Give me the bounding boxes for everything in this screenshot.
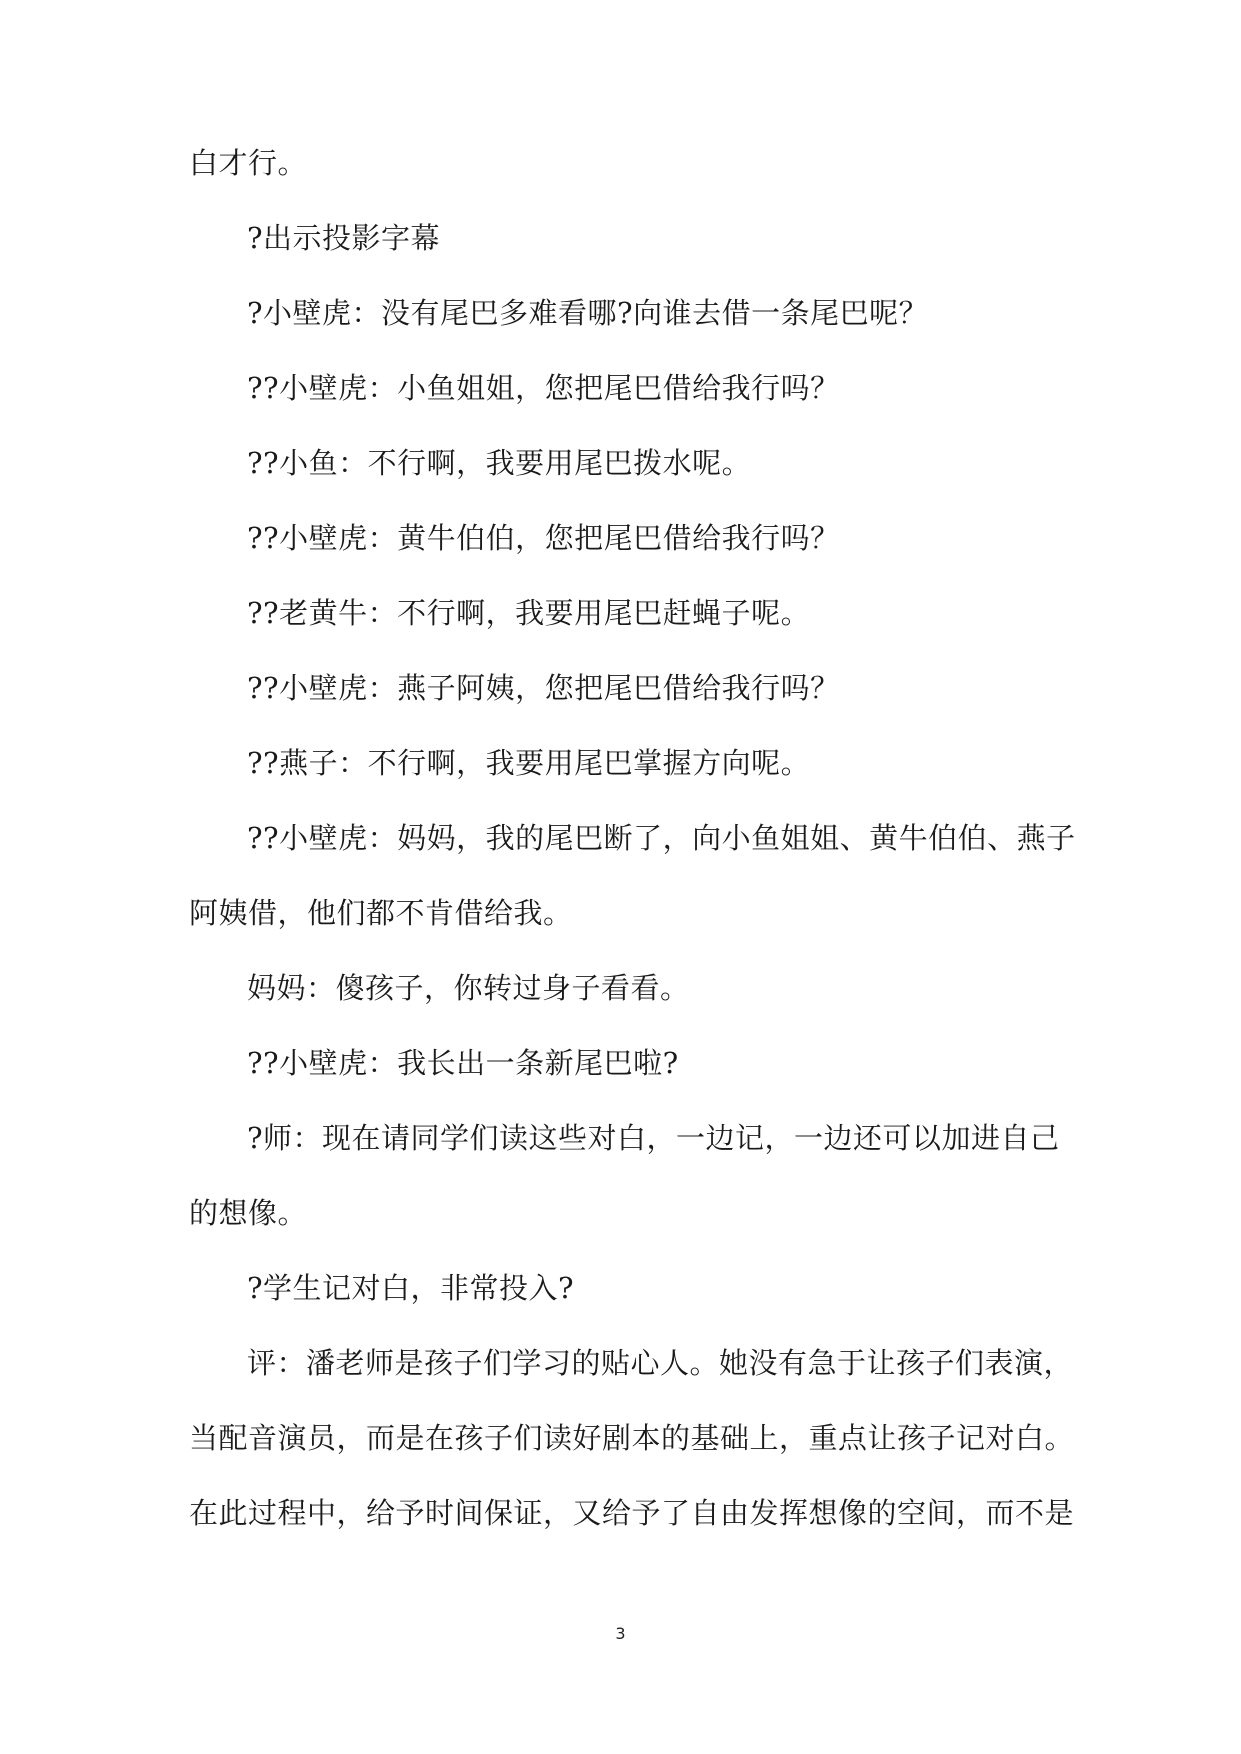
text-line: ?师：现在请同学们读这些对白，一边记，一边还可以加进自己 bbox=[247, 1121, 1060, 1155]
text-line: 的想像。 bbox=[189, 1196, 308, 1230]
text-line: ?出示投影字幕 bbox=[247, 221, 441, 255]
text-line: ??小鱼：不行啊，我要用尾巴拨水呢。 bbox=[247, 446, 752, 480]
text-line: ??小壁虎：妈妈，我的尾巴断了，向小鱼姐姐、黄牛伯伯、燕子 bbox=[247, 821, 1076, 855]
text-line: ??小壁虎：燕子阿姨，您把尾巴借给我行吗？ bbox=[247, 671, 840, 705]
text-line: 妈妈：傻孩子，你转过身子看看。 bbox=[247, 971, 690, 1005]
text-line: ?小壁虎：没有尾巴多难看哪?向谁去借一条尾巴呢？ bbox=[247, 296, 929, 330]
text-line: 阿姨借，他们都不肯借给我。 bbox=[189, 896, 573, 930]
text-line: ??小壁虎：我长出一条新尾巴啦? bbox=[247, 1046, 679, 1080]
text-line: ??燕子：不行啊，我要用尾巴掌握方向呢。 bbox=[247, 746, 811, 780]
text-line: ??小壁虎：小鱼姐姐，您把尾巴借给我行吗？ bbox=[247, 371, 840, 405]
text-line: ?学生记对白，非常投入? bbox=[247, 1271, 575, 1305]
text-line: 白才行。 bbox=[189, 146, 308, 180]
text-line: ??老黄牛：不行啊，我要用尾巴赶蝇子呢。 bbox=[247, 596, 811, 630]
text-line: 评：潘老师是孩子们学习的贴心人。她没有急于让孩子们表演， bbox=[247, 1346, 1074, 1380]
text-line: ??小壁虎：黄牛伯伯，您把尾巴借给我行吗？ bbox=[247, 521, 840, 555]
page-number: 3 bbox=[615, 1624, 626, 1643]
text-line: 在此过程中，给予时间保证，又给予了自由发挥想像的空间，而不是 bbox=[189, 1496, 1075, 1530]
text-line: 当配音演员，而是在孩子们读好剧本的基础上，重点让孩子记对白。 bbox=[189, 1421, 1075, 1455]
